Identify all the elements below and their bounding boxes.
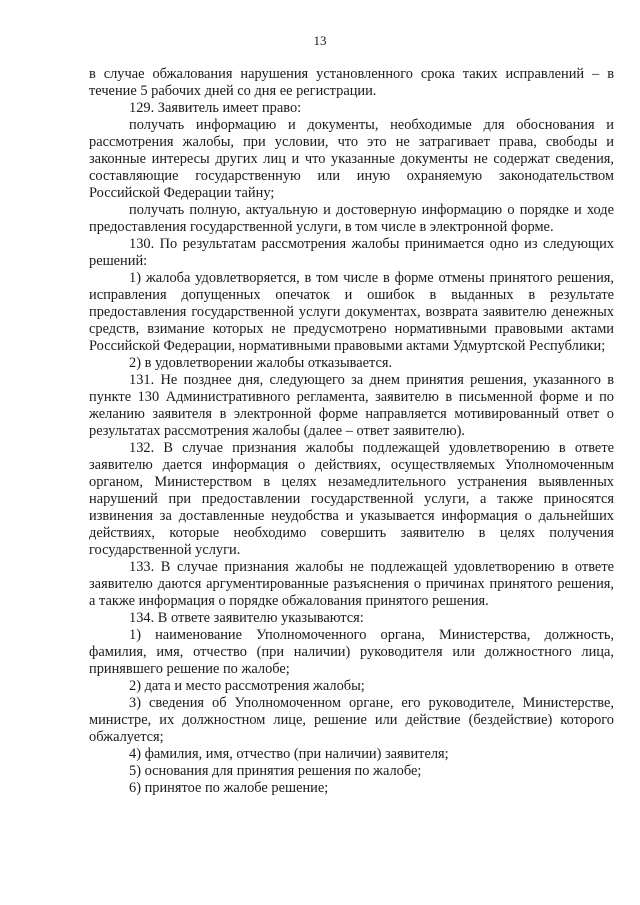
paragraph: 130. По результатам рассмотрения жалобы принимается одно из следующих решений:: [89, 236, 614, 269]
paragraph: 2) в удовлетворении жалобы отказывается.: [129, 355, 393, 371]
document-body: [89, 66, 614, 797]
paragraph: 5) основания для принятия решения по жалобе;: [129, 763, 422, 779]
paragraph: 2) дата и место рассмотрения жалобы;: [129, 678, 365, 694]
paragraph: 6) принятое по жалобе решение;: [129, 780, 329, 796]
paragraph: получать полную, актуальную и достоверную информацию о порядке и ходе предоставления государственной услуги, в том числе в электронной форме.: [89, 202, 614, 235]
page-number: 13: [313, 33, 327, 48]
paragraph: 1) наименование Уполномоченного органа, Министерства, должность, фамилия, имя, отчество (при наличии) руководителя или должностного лица, принявшего решение по жалобе;: [89, 627, 614, 677]
paragraph: 129. Заявитель имеет право:: [129, 100, 302, 116]
paragraph: 132. В случае признания жалобы подлежащей удовлетворению в ответе заявителю дается информация о действиях, осуществляемых Уполномоченным органом, Министерством в целях незамедлительного устранения выявленных нарушений при предоставлении государственной услуги, а также приносятся извинения за доставленные неудобства и указывается информация о дальнейших действиях, которые необходимо совершить заявителю в целях получения государственной услуги.: [89, 440, 614, 558]
paragraph: 3) сведения об Уполномоченном органе, его руководителе, Министерстве, министре, их должностном лице, решение или действие (бездействие) которого обжалуется;: [89, 695, 614, 745]
paragraph: 1) жалоба удовлетворяется, в том числе в форме отмены принятого решения, исправления допущенных опечаток и ошибок в выданных в результате предоставления государственной услуги документах, возврата заявителю денежных средств, взимание которых не предусмотрено нормативными правовыми актами Российской Федерации, нормативными правовыми актами Удмуртской Республики;: [89, 270, 614, 354]
paragraph: 133. В случае признания жалобы не подлежащей удовлетворению в ответе заявителю даются аргументированные разъяснения о причинах принятого решения, а также информация о порядке обжалования принятого решения.: [89, 559, 614, 609]
paragraph: 134. В ответе заявителю указываются:: [129, 610, 364, 626]
paragraph: 131. Не позднее дня, следующего за днем принятия решения, указанного в пункте 130 Административного регламента, заявителю в письменной форме и по желанию заявителя в электронной форме направляется мотивированный ответ о результатах рассмотрения жалобы (далее – ответ заявителю).: [89, 372, 614, 439]
paragraph: в случае обжалования нарушения установленного срока таких исправлений – в течение 5 рабочих дней со дня ее регистрации.: [89, 66, 614, 99]
paragraph: получать информацию и документы, необходимые для обоснования и рассмотрения жалобы, при условии, что это не затрагивает права, свободы и законные интересы других лиц и что указанные документы не содержат сведения, составляющие государственную или иную охраняемую законодательством Российской Федерации тайну;: [89, 117, 614, 201]
paragraph: 4) фамилия, имя, отчество (при наличии) заявителя;: [129, 746, 449, 762]
